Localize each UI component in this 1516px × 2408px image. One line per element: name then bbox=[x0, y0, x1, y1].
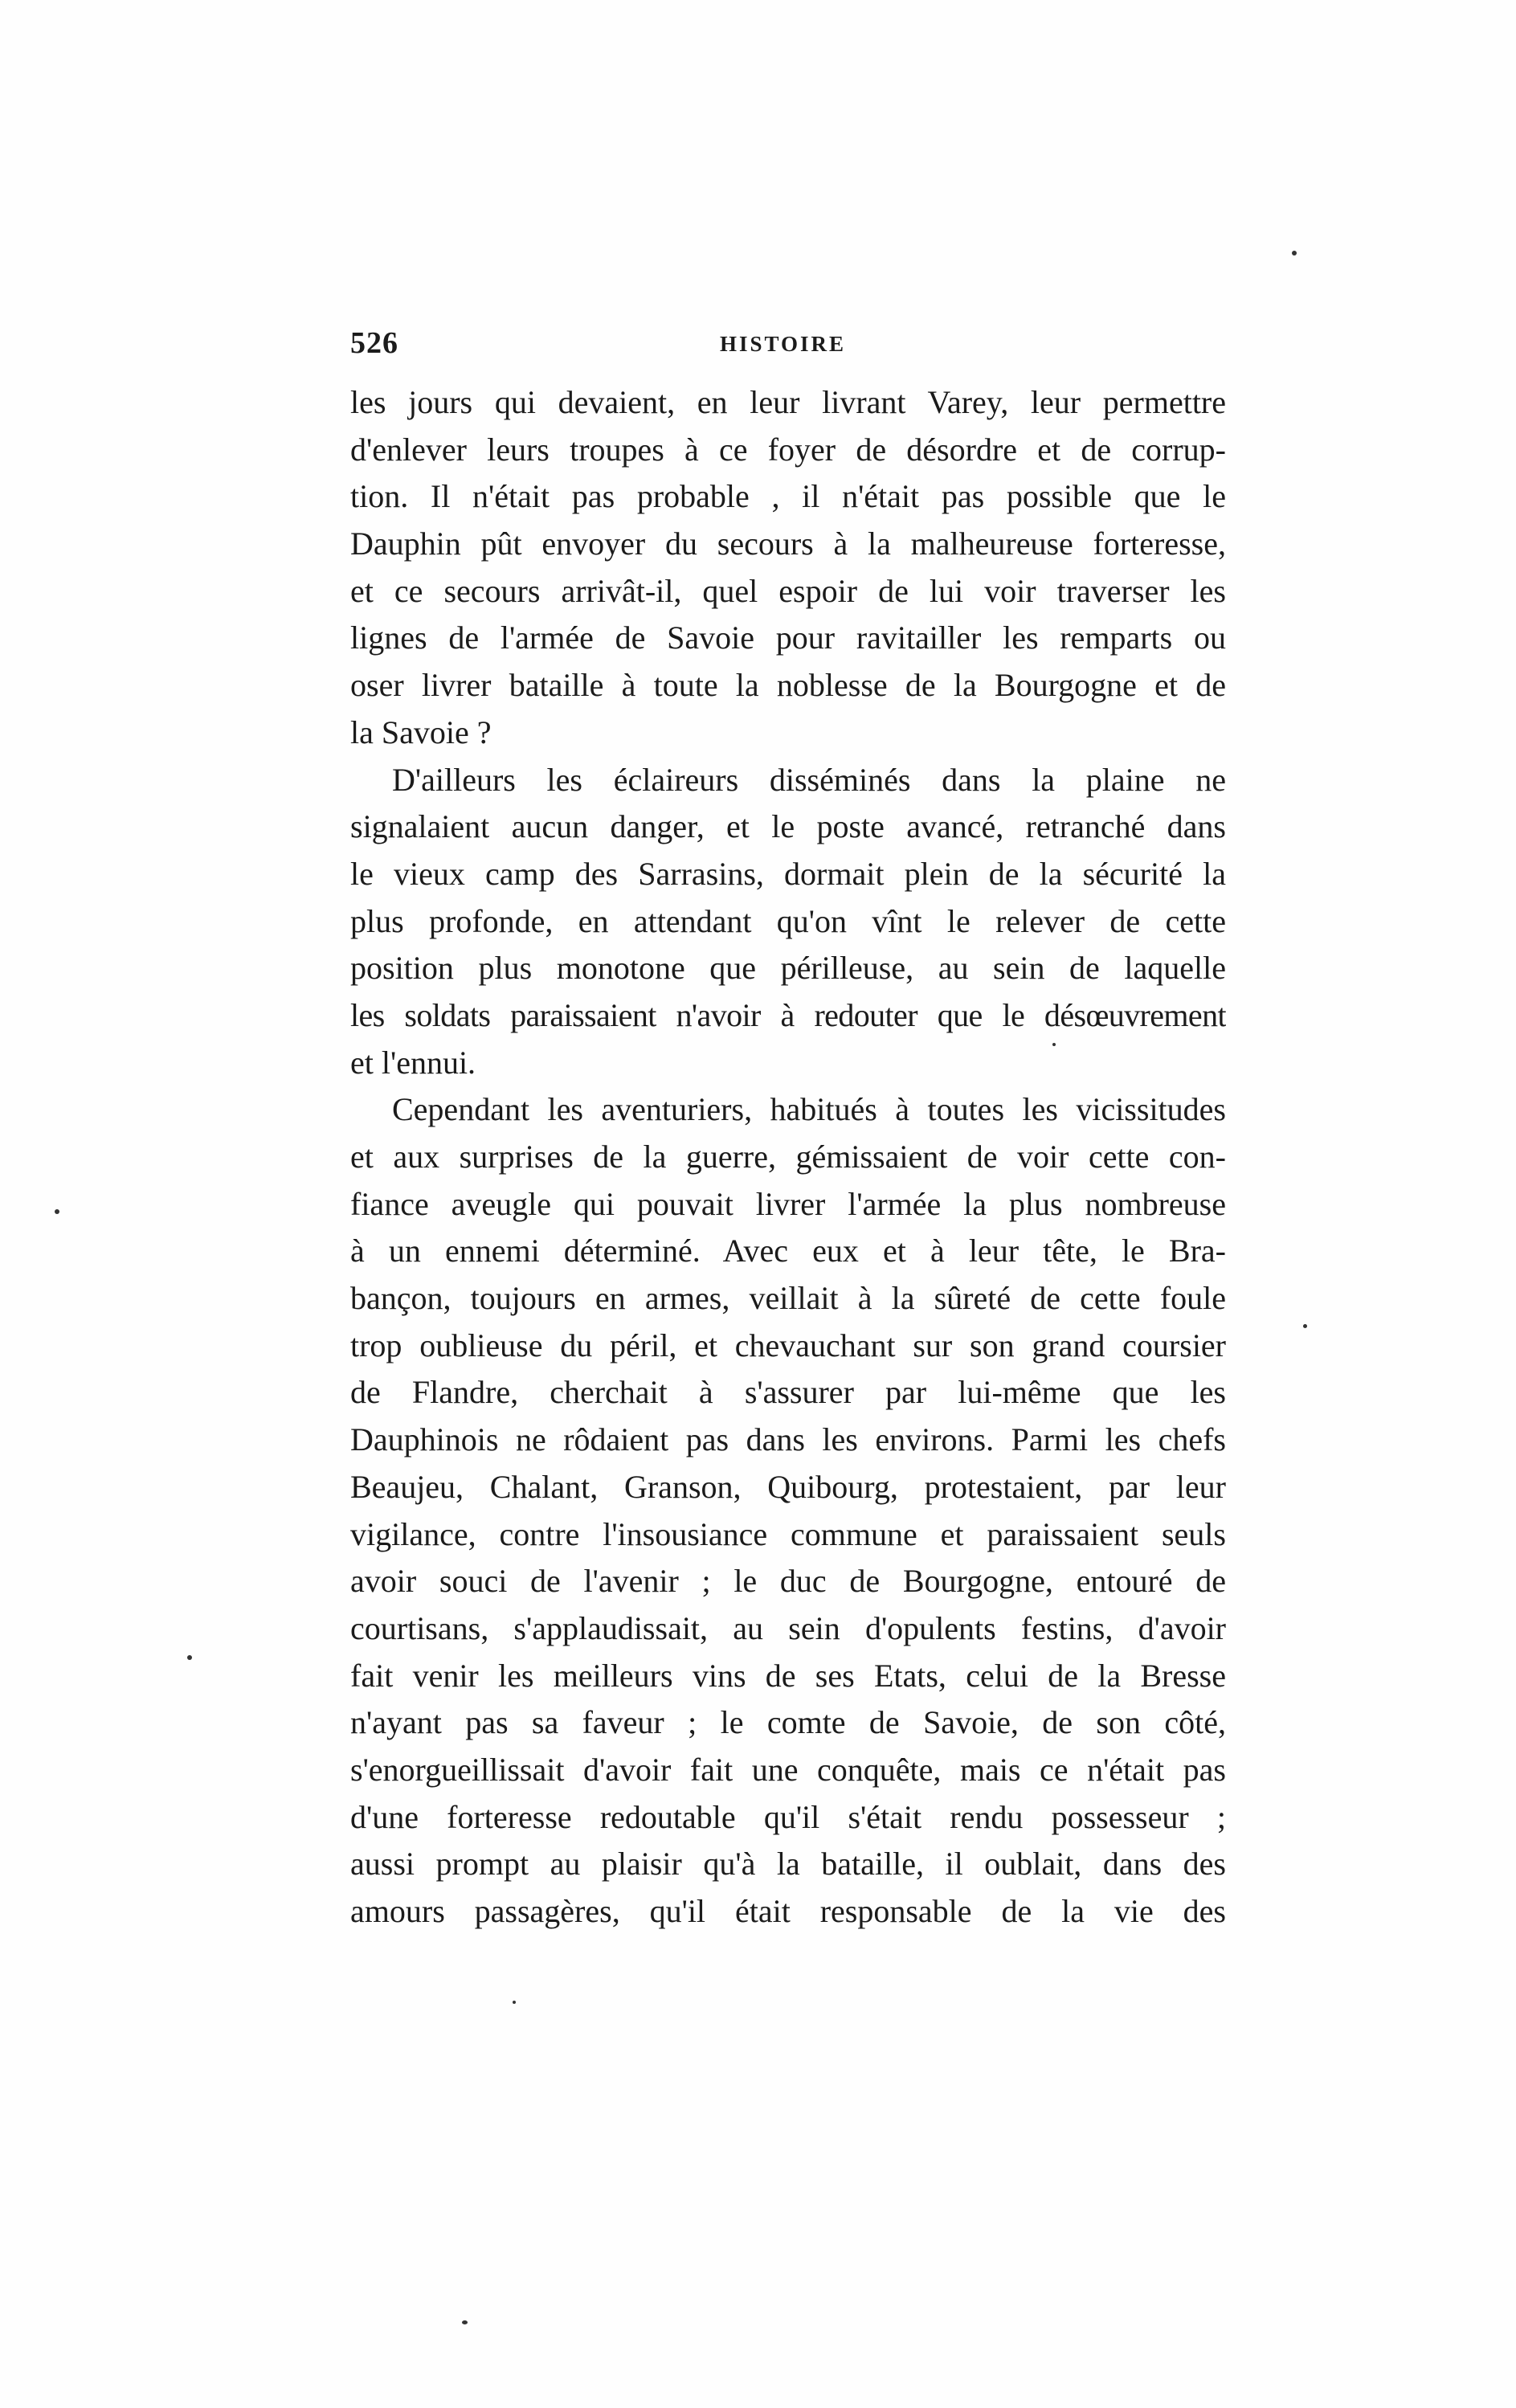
text-line: aussi prompt au plaisir qu'à la bataille, il oublait, dans des bbox=[350, 1846, 1226, 1883]
page-header bbox=[350, 325, 1226, 366]
text-line: et l'ennui. bbox=[350, 1044, 476, 1081]
text-line: fait venir les meilleurs vins de ses Etats, celui de la Bresse bbox=[350, 1657, 1226, 1694]
text-line: d'une forteresse redoutable qu'il s'était rendu possesseur ; bbox=[350, 1798, 1226, 1835]
text-line: D'ailleurs les éclaireurs disséminés dans la plaine ne bbox=[392, 761, 1226, 798]
text-line: bançon, toujours en armes, veillait à la sûreté de cette foule bbox=[350, 1280, 1226, 1317]
paragraph bbox=[350, 757, 1226, 1087]
text-line: et aux surprises de la guerre, gémissaient de voir cette con- bbox=[350, 1139, 1226, 1175]
text-line: lignes de l'armée de Savoie pour ravitailler les remparts ou bbox=[350, 619, 1226, 656]
text-line: le vieux camp des Sarrasins, dormait plein de la sécurité la bbox=[350, 855, 1226, 892]
text-line: oser livrer bataille à toute la noblesse de la Bourgogne et de bbox=[350, 667, 1226, 704]
text-line: s'enorgueillissait d'avoir fait une conquête, mais ce n'était pas bbox=[350, 1751, 1226, 1788]
paragraph bbox=[350, 1086, 1226, 1935]
scan-speck bbox=[513, 2001, 516, 2004]
text-line: Beaujeu, Chalant, Granson, Quibourg, protestaient, par leur bbox=[350, 1468, 1226, 1505]
text-line: de Flandre, cherchait à s'assurer par lui-même que les bbox=[350, 1374, 1226, 1411]
scan-speck bbox=[462, 2320, 468, 2324]
text-line: avoir souci de l'avenir ; le duc de Bourgogne, entouré de bbox=[350, 1563, 1226, 1600]
text-line: les soldats paraissaient n'avoir à redouter que le désœuvrement bbox=[350, 996, 1226, 1033]
text-line: et ce secours arrivât-il, quel espoir de lui voir traverser les bbox=[350, 572, 1226, 609]
scan-speck bbox=[1292, 251, 1297, 256]
scan-speck bbox=[187, 1655, 192, 1660]
text-line: n'ayant pas sa faveur ; le comte de Savoie, de son côté, bbox=[350, 1704, 1226, 1741]
page-number: 526 bbox=[350, 326, 398, 360]
text-line: Cependant les aventuriers, habitués à toutes les vicissitudes bbox=[392, 1091, 1226, 1128]
scan-speck bbox=[1052, 1043, 1056, 1046]
text-line: vigilance, contre l'insousiance commune et paraissaient seuls bbox=[350, 1515, 1226, 1552]
text-line: amours passagères, qu'il était responsable de la vie des bbox=[350, 1893, 1226, 1929]
paragraph bbox=[350, 379, 1226, 757]
body-text bbox=[350, 379, 1226, 1936]
running-head: HISTOIRE bbox=[720, 332, 847, 356]
text-line: à un ennemi déterminé. Avec eux et à leur tête, le Bra- bbox=[350, 1233, 1226, 1269]
text-line: position plus monotone que périlleuse, au sein de laquelle bbox=[350, 950, 1226, 987]
text-line: tion. Il n'était pas probable , il n'était pas possible que le bbox=[350, 478, 1226, 515]
scan-speck bbox=[55, 1209, 59, 1214]
text-line: la Savoie ? bbox=[350, 713, 492, 750]
text-line: Dauphin pût envoyer du secours à la malheureuse forteresse, bbox=[350, 525, 1226, 562]
text-line: fiance aveugle qui pouvait livrer l'armée la plus nombreuse bbox=[350, 1185, 1226, 1222]
text-line: d'enlever leurs troupes à ce foyer de désordre et de corrup- bbox=[350, 431, 1226, 468]
text-line: signalaient aucun danger, et le poste avancé, retranché dans bbox=[350, 808, 1226, 845]
text-line: trop oublieuse du péril, et chevauchant sur son grand coursier bbox=[350, 1327, 1226, 1363]
text-line: courtisans, s'applaudissait, au sein d'opulents festins, d'avoir bbox=[350, 1609, 1226, 1646]
text-line: les jours qui devaient, en leur livrant Varey, leur permettre bbox=[350, 384, 1226, 420]
text-line: Dauphinois ne rôdaient pas dans les environs. Parmi les chefs bbox=[350, 1421, 1226, 1458]
scan-speck bbox=[1303, 1324, 1307, 1328]
text-line: plus profonde, en attendant qu'on vînt le relever de cette bbox=[350, 902, 1226, 939]
